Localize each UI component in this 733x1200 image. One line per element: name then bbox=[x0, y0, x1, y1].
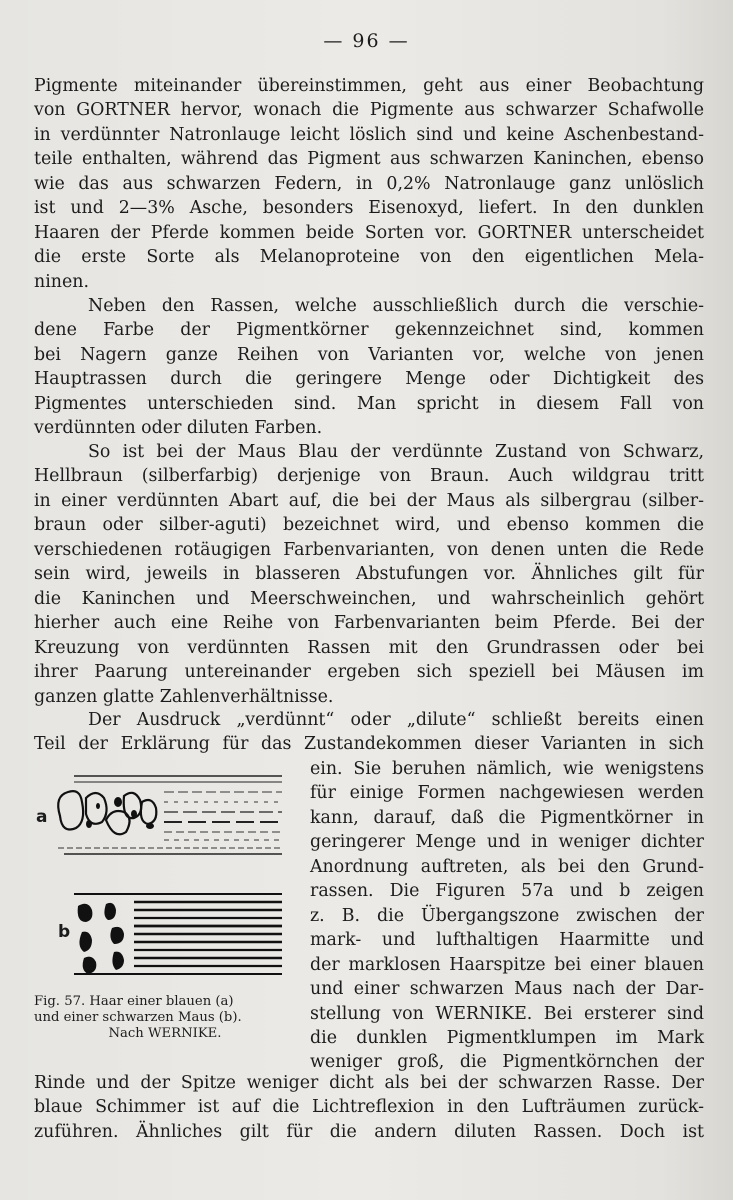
paragraph-2 bbox=[34, 294, 704, 441]
text-line: und einer schwarzen Maus nach der Dar- bbox=[310, 979, 704, 1000]
text-line: Kreuzung von verdünnten Rassen mit den Grundrassen oder bei bbox=[34, 637, 704, 658]
text-line: Der Ausdruck „verdünnt“ oder „dilute“ schließt bereits einen bbox=[88, 710, 704, 730]
paragraph-4-tail bbox=[34, 1071, 704, 1144]
text-line: ganzen glatte Zahlenverhältnisse. bbox=[34, 686, 334, 707]
text-line: verdünnten oder diluten Farben. bbox=[34, 418, 323, 439]
text-line: in verdünnter Natronlauge leicht löslich sind und keine Aschenbestand- bbox=[34, 124, 704, 145]
text-line: ist und 2—3% Asche, besonders Eisenoxyd, liefert. In den dunklen bbox=[34, 198, 704, 219]
figure-57 bbox=[34, 762, 296, 1052]
text-line: dene Farbe der Pigmentkörner gekennzeichnet sind, kommen bbox=[34, 320, 704, 341]
hair-a-drawing bbox=[48, 776, 282, 856]
text-line: Haaren der Pferde kommen beide Sorten vor. GORTNER unterscheidet bbox=[34, 222, 704, 243]
text-line: wie das aus schwarzen Federn, in 0,2% Natronlauge ganz unlöslich bbox=[34, 173, 704, 194]
text-line: rassen. Die Figuren 57a und b zeigen bbox=[310, 881, 704, 902]
text-line: blaue Schimmer ist auf die Lichtreflexion in den Lufträumen zurück- bbox=[34, 1097, 704, 1118]
text-line: ein. Sie beruhen nämlich, wie wenigstens bbox=[310, 759, 704, 779]
text-line: die erste Sorte als Melanoproteine von den eigentlichen Mela- bbox=[34, 247, 704, 268]
text-line: Anordnung auftreten, als bei den Grund- bbox=[310, 856, 704, 877]
text-line: Rinde und der Spitze weniger dicht als bei der schwarzen Rasse. Der bbox=[34, 1073, 704, 1093]
caption-line: und einer schwarzen Maus (b). bbox=[34, 1010, 242, 1025]
text-line: Pigmentes unterschieden sind. Man spricht in diesem Fall von bbox=[34, 393, 704, 414]
paragraph-4 bbox=[34, 708, 704, 757]
text-line: stellung von WERNIKE. Bei ersterer sind bbox=[310, 1003, 704, 1024]
caption-line: Nach WERNIKE. bbox=[108, 1026, 222, 1041]
figure-label-a: a bbox=[36, 807, 48, 827]
text-line: ihrer Paarung untereinander ergeben sich speziell bei Mäusen im bbox=[34, 662, 704, 683]
text-line: weniger groß, die Pigmentkörnchen der bbox=[310, 1052, 704, 1073]
text-line: der marklosen Haarspitze bei einer blauen bbox=[310, 954, 704, 975]
text-line: bei Nagern ganze Reihen von Varianten vor, welche von jenen bbox=[34, 344, 704, 365]
figure-caption bbox=[34, 994, 296, 1042]
text-line: So ist bei der Maus Blau der verdünnte Zustand von Schwarz, bbox=[88, 442, 704, 462]
text-line: teile enthalten, während das Pigment aus schwarzen Kaninchen, ebenso bbox=[34, 149, 704, 170]
hair-illustration bbox=[34, 762, 296, 992]
text-line: die dunklen Pigmentklumpen im Mark bbox=[310, 1027, 704, 1048]
figure-label-b: b bbox=[58, 922, 71, 942]
text-line: Neben den Rassen, welche ausschließlich durch die verschie- bbox=[88, 296, 704, 316]
paragraph-1 bbox=[34, 74, 704, 294]
text-line: Hellbraun (silberfarbig) derjenige von Braun. Auch wildgrau tritt bbox=[34, 466, 704, 487]
text-line: Hauptrassen durch die geringere Menge oder Dichtigkeit des bbox=[34, 369, 704, 390]
text-line: z. B. die Übergangszone zwischen der bbox=[310, 905, 704, 926]
text-line: Teil der Erklärung für das Zustandekommen dieser Varianten in sich bbox=[34, 734, 704, 755]
text-line: sein wird, jeweils in blasseren Abstufungen vor. Ähnliches gilt für bbox=[34, 564, 704, 585]
text-line: von GORTNER hervor, wonach die Pigmente aus schwarzer Schafwolle bbox=[34, 100, 704, 121]
text-line: braun oder silber-aguti) bezeichnet wird, und ebenso kommen die bbox=[34, 515, 704, 536]
text-line: verschiedenen rotäugigen Farbenvarianten, von denen unten die Rede bbox=[34, 539, 704, 560]
hair-b-drawing bbox=[74, 894, 282, 974]
paragraph-3 bbox=[34, 440, 704, 709]
caption-line: Fig. 57. Haar einer blauen (a) bbox=[34, 994, 234, 1009]
text-line: ninen. bbox=[34, 271, 89, 292]
text-line: mark- und lufthaltigen Haarmitte und bbox=[310, 930, 704, 951]
page-number: — 96 — bbox=[323, 30, 410, 52]
paragraph-4-wrap bbox=[310, 757, 704, 1075]
text-line: Pigmente miteinander übereinstimmen, geht aus einer Beobachtung bbox=[34, 76, 704, 96]
text-line: die Kaninchen und Meerschweinchen, und wahrscheinlich gehört bbox=[34, 588, 704, 609]
text-line: geringerer Menge und in weniger dichter bbox=[310, 832, 704, 853]
text-line: hierher auch eine Reihe von Farbenvarianten beim Pferde. Bei der bbox=[34, 613, 704, 634]
text-line: in einer verdünnten Abart auf, die bei der Maus als silbergrau (silber- bbox=[34, 490, 704, 511]
text-line: kann, darauf, daß die Pigmentkörner in bbox=[310, 807, 704, 828]
text-line: für einige Formen nachgewiesen werden bbox=[310, 783, 704, 804]
text-line: zuführen. Ähnliches gilt für die andern diluten Rassen. Doch ist bbox=[34, 1121, 704, 1142]
